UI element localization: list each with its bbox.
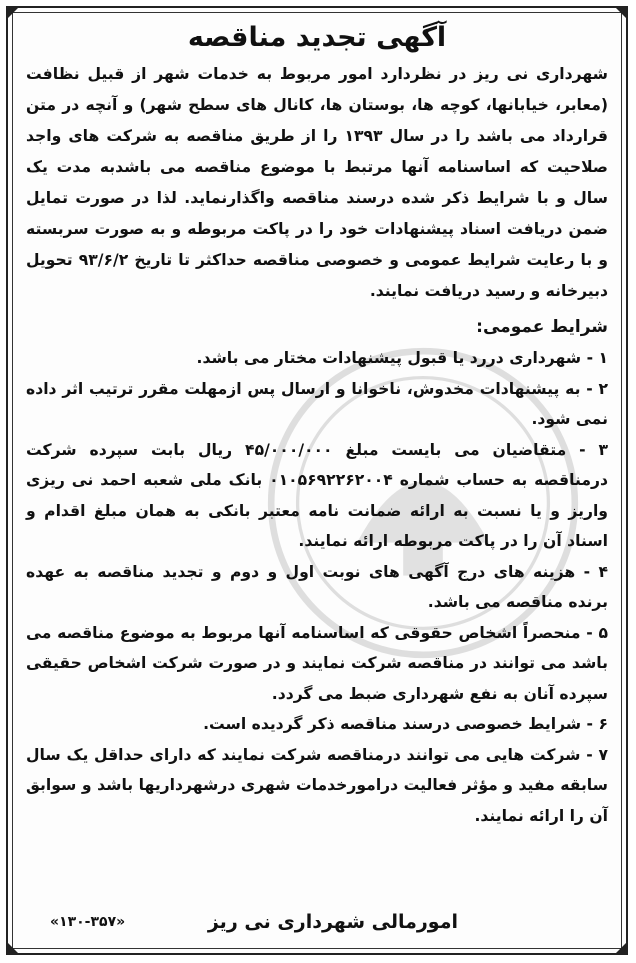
notice-footer <box>26 911 608 941</box>
condition-item: ۴ - هزینه های درج آگهی های نوبت اول و دوم و تجدید مناقصه به عهده برنده مناقصه می باشد. <box>26 562 608 611</box>
condition-item: ۱ - شهرداری دررد یا قبول پیشنهادات مختار می باشد. <box>196 349 608 367</box>
condition-item: ۲ - به پیشنهادات مخدوش، ناخوانا و ارسال پس ازمهلت مقرر ترتیب اثر داده نمی شود. <box>26 379 608 428</box>
issuer-signature: امورمالی شهرداری نی ریز <box>207 911 458 933</box>
notice-frame <box>6 6 628 955</box>
general-conditions-heading: شرایط عمومی: <box>476 317 608 337</box>
notice-reference-number: «۱۳۰-۳۵۷» <box>50 914 126 930</box>
condition-item: ۶ - شرایط خصوصی درسند مناقصه ذکر گردیده است. <box>203 715 608 733</box>
condition-item: ۵ - منحصراً اشخاص حقوقی که اساسنامه آنها مربوط به موضوع مناقصه می باشد می توانند در مناقصه شرکت نمایند و در صورت شرکت اشخاص حقیقی سپرده آنان به نفع شهرداری ضبط می گردد. <box>26 623 608 703</box>
condition-item: ۳ - متقاضیان می بایست مبلغ ۴۵/۰۰۰/۰۰۰ ریال بابت سپرده شرکت درمناقصه به حساب شماره ۰۱۰۵۶۹۲۲۶۲۰۰۴ بانک ملی شعبه احمد نی ریزی واریز و یا نسبت به ارائه ضمانت نامه معتبر بانکی به همان مبلغ اقدام و اسناد آن را در پاکت مربوطه ارائه نمایند. <box>26 440 608 550</box>
condition-item: ۷ - شرکت هایی می توانند درمناقصه شرکت نمایند که دارای حداقل یک سال سابقه مفید و مؤثر فعالیت درامورخدمات شهری درشهرداریها باشد و سوابق آن را ارائه نمایند. <box>26 745 608 825</box>
notice-title: آگهی تجدید مناقصه <box>187 22 447 53</box>
notice-intro-paragraph: شهرداری نی ریز در نظردارد امور مربوط به خدمات شهر از قبیل نظافت (معابر، خیابانها، کوچه ها، بوستان ها، کانال های سطح شهر) و آنچه در متن قرارداد می باشد را در سال ۱۳۹۳ را از طریق مناقصه به شرکت های واجد صلاحیت که اساسنامه آنها مرتبط با موضوع مناقصه می باشدبه مدت یک سال و با شرایط ذکر شده درسند مناقصه واگذارنماید. لذا در صورت تمایل ضمن دریافت اسناد پیشنهادات خود را در پاکت مربوطه و به صورت سربسته و با رعایت شرایط عمومی و خصوصی مناقصه حداکثر تا تاریخ ۹۳/۶/۲ تحویل دبیرخانه و رسید دریافت نمایند. <box>26 65 608 300</box>
notice-body <box>26 18 608 831</box>
